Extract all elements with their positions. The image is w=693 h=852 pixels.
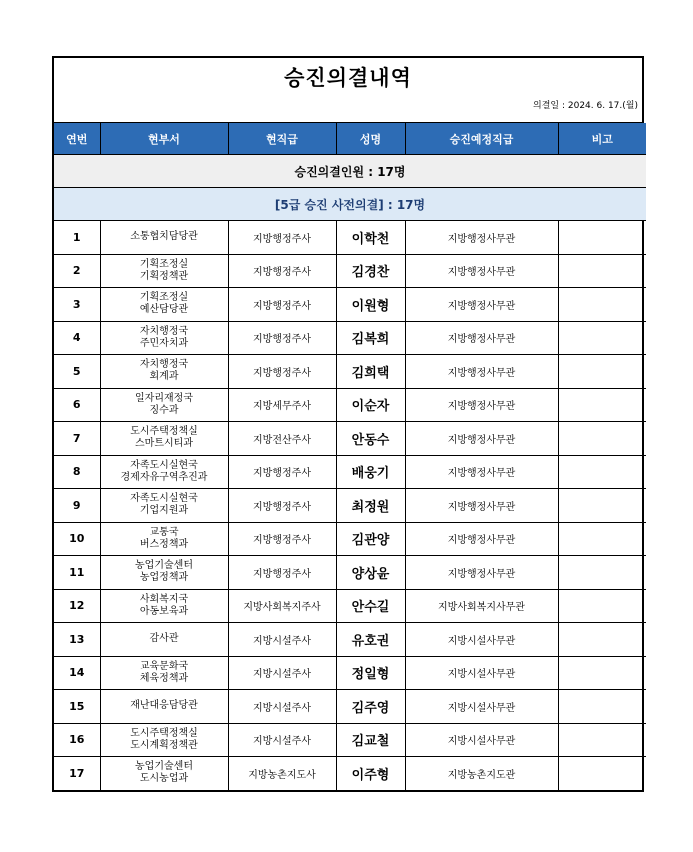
dept-line-2: 예산담당관 — [139, 304, 189, 316]
cell-name: 안수길 — [336, 589, 405, 623]
cell-no: 1 — [54, 221, 100, 255]
cell-target: 지방행정사무관 — [405, 422, 558, 456]
dept-line-1: 농업기술센터 — [135, 560, 193, 572]
dept-line-1: 사회복지국 — [139, 593, 189, 605]
cell-target: 지방농촌지도관 — [405, 757, 558, 790]
cell-target: 지방행정사무관 — [405, 254, 558, 288]
cell-dept — [100, 321, 228, 355]
cell-dept — [100, 656, 228, 690]
dept-line-2: 회계과 — [149, 371, 179, 383]
dept-line-2: 아동보육과 — [139, 605, 189, 617]
subsection-text: [5급 승진 사전의결] : 17명 — [54, 188, 646, 221]
dept-line-2: 기획정책관 — [139, 270, 189, 282]
cell-target: 지방행정사무관 — [405, 556, 558, 590]
cell-rank: 지방행정주사 — [228, 321, 336, 355]
cell-target: 지방행정사무관 — [405, 321, 558, 355]
dept-line-1: 감사관 — [149, 633, 179, 645]
dept-line-1: 교통국 — [149, 526, 179, 538]
table-header-row — [54, 123, 646, 155]
cell-name: 안동수 — [336, 422, 405, 456]
table-row — [54, 455, 646, 489]
cell-note — [558, 723, 646, 757]
summary-text: 승진의결인원 : 17명 — [54, 155, 646, 188]
cell-rank: 지방전산주사 — [228, 422, 336, 456]
subsection-row — [54, 188, 646, 221]
cell-note — [558, 623, 646, 657]
table-row — [54, 321, 646, 355]
dept-line-1: 자치행정국 — [139, 359, 189, 371]
cell-target: 지방행정사무관 — [405, 489, 558, 523]
dept-line-2: 도시계획정책관 — [130, 739, 198, 751]
cell-no: 9 — [54, 489, 100, 523]
dept-line-2: 주민자치과 — [139, 337, 189, 349]
cell-name: 김희택 — [336, 355, 405, 389]
header-no: 연번 — [54, 123, 100, 155]
cell-rank: 지방농촌지도사 — [228, 757, 336, 790]
table-row — [54, 522, 646, 556]
cell-name: 김관양 — [336, 522, 405, 556]
table-row — [54, 757, 646, 790]
promotion-table — [54, 123, 646, 790]
dept-line-2: 경제자유구역추진과 — [120, 471, 208, 483]
cell-no: 5 — [54, 355, 100, 389]
decision-date: 의결일 : 2024. 6. 17.(월) — [533, 101, 638, 111]
cell-name: 유호권 — [336, 623, 405, 657]
page-title: 승진의결내역 — [284, 66, 412, 90]
cell-no: 11 — [54, 556, 100, 590]
cell-note — [558, 522, 646, 556]
cell-name: 이학천 — [336, 221, 405, 255]
cell-rank: 지방사회복지주사 — [228, 589, 336, 623]
cell-note — [558, 589, 646, 623]
cell-no: 2 — [54, 254, 100, 288]
dept-line-1: 도시주택정책실 — [130, 426, 198, 438]
cell-target: 지방시설사무관 — [405, 623, 558, 657]
table-row — [54, 489, 646, 523]
cell-no: 15 — [54, 690, 100, 724]
cell-name: 양상윤 — [336, 556, 405, 590]
cell-no: 3 — [54, 288, 100, 322]
table-row — [54, 422, 646, 456]
dept-line-1: 자치행정국 — [139, 325, 189, 337]
cell-note — [558, 355, 646, 389]
cell-dept — [100, 388, 228, 422]
cell-note — [558, 656, 646, 690]
dept-line-1: 농업기술센터 — [135, 761, 193, 773]
dept-line-2: 징수과 — [149, 404, 179, 416]
cell-target: 지방행정사무관 — [405, 355, 558, 389]
cell-dept — [100, 690, 228, 724]
summary-row — [54, 155, 646, 188]
table-row — [54, 589, 646, 623]
cell-target: 지방행정사무관 — [405, 221, 558, 255]
dept-line-2: 스마트시티과 — [135, 438, 193, 450]
cell-name: 김경찬 — [336, 254, 405, 288]
dept-line-1: 기획조정실 — [139, 258, 189, 270]
cell-name: 이원형 — [336, 288, 405, 322]
table-row — [54, 556, 646, 590]
cell-rank: 지방행정주사 — [228, 556, 336, 590]
cell-rank: 지방행정주사 — [228, 355, 336, 389]
cell-dept — [100, 221, 228, 255]
header-target: 승진예정직급 — [405, 123, 558, 155]
cell-rank: 지방행정주사 — [228, 254, 336, 288]
cell-no: 6 — [54, 388, 100, 422]
cell-no: 7 — [54, 422, 100, 456]
cell-dept — [100, 288, 228, 322]
cell-dept — [100, 355, 228, 389]
dept-line-1: 자족도시실현국 — [130, 459, 198, 471]
cell-note — [558, 455, 646, 489]
dept-line-1: 기획조정실 — [139, 292, 189, 304]
dept-line-1: 교육문화국 — [139, 660, 189, 672]
cell-dept — [100, 623, 228, 657]
table-row — [54, 623, 646, 657]
table-row — [54, 355, 646, 389]
dept-line-1: 자족도시실현국 — [130, 493, 198, 505]
cell-no: 16 — [54, 723, 100, 757]
cell-name: 이순자 — [336, 388, 405, 422]
cell-dept — [100, 522, 228, 556]
cell-no: 17 — [54, 757, 100, 790]
cell-name: 이주형 — [336, 757, 405, 790]
cell-dept — [100, 422, 228, 456]
cell-name: 정일형 — [336, 656, 405, 690]
table-row — [54, 723, 646, 757]
cell-note — [558, 388, 646, 422]
cell-name: 김복희 — [336, 321, 405, 355]
cell-note — [558, 422, 646, 456]
header-name: 성명 — [336, 123, 405, 155]
table-row — [54, 388, 646, 422]
dept-line-2: 체육정책과 — [139, 672, 189, 684]
header-rank: 현직급 — [228, 123, 336, 155]
dept-line-2: 농업정책과 — [139, 572, 189, 584]
cell-target: 지방시설사무관 — [405, 723, 558, 757]
cell-rank: 지방행정주사 — [228, 221, 336, 255]
header-dept: 현부서 — [100, 123, 228, 155]
cell-name: 김주영 — [336, 690, 405, 724]
cell-target: 지방행정사무관 — [405, 455, 558, 489]
cell-rank: 지방시설주사 — [228, 623, 336, 657]
table-row — [54, 288, 646, 322]
cell-target: 지방행정사무관 — [405, 522, 558, 556]
cell-dept — [100, 455, 228, 489]
cell-note — [558, 489, 646, 523]
cell-dept — [100, 556, 228, 590]
cell-target: 지방사회복지사무관 — [405, 589, 558, 623]
cell-target: 지방행정사무관 — [405, 288, 558, 322]
cell-no: 4 — [54, 321, 100, 355]
cell-name: 최정원 — [336, 489, 405, 523]
cell-no: 14 — [54, 656, 100, 690]
table-row — [54, 254, 646, 288]
cell-target: 지방시설사무관 — [405, 690, 558, 724]
dept-line-2: 기업지원과 — [139, 505, 189, 517]
cell-rank: 지방세무주사 — [228, 388, 336, 422]
cell-note — [558, 321, 646, 355]
cell-rank: 지방행정주사 — [228, 288, 336, 322]
cell-rank: 지방행정주사 — [228, 455, 336, 489]
promotion-document — [52, 56, 644, 792]
cell-no: 13 — [54, 623, 100, 657]
dept-line-1: 일자리재정국 — [135, 392, 193, 404]
dept-line-1: 재난대응담당관 — [130, 700, 198, 712]
cell-name: 김교철 — [336, 723, 405, 757]
cell-note — [558, 757, 646, 790]
cell-rank: 지방시설주사 — [228, 690, 336, 724]
cell-note — [558, 690, 646, 724]
cell-rank: 지방시설주사 — [228, 723, 336, 757]
cell-no: 8 — [54, 455, 100, 489]
cell-note — [558, 288, 646, 322]
cell-dept — [100, 757, 228, 790]
cell-no: 10 — [54, 522, 100, 556]
cell-dept — [100, 589, 228, 623]
dept-line-1: 소통협치담당관 — [130, 231, 198, 243]
cell-no: 12 — [54, 589, 100, 623]
dept-line-2: 도시농업과 — [139, 773, 189, 785]
cell-note — [558, 254, 646, 288]
cell-note — [558, 221, 646, 255]
cell-rank: 지방시설주사 — [228, 656, 336, 690]
dept-line-2: 버스정책과 — [139, 538, 189, 550]
header-note: 비고 — [558, 123, 646, 155]
cell-dept — [100, 489, 228, 523]
dept-line-1: 도시주택정책실 — [130, 727, 198, 739]
table-row — [54, 690, 646, 724]
cell-note — [558, 556, 646, 590]
table-row — [54, 221, 646, 255]
table-row — [54, 656, 646, 690]
cell-target: 지방행정사무관 — [405, 388, 558, 422]
cell-target: 지방시설사무관 — [405, 656, 558, 690]
title-area — [54, 58, 642, 123]
cell-dept — [100, 254, 228, 288]
cell-rank: 지방행정주사 — [228, 522, 336, 556]
cell-rank: 지방행정주사 — [228, 489, 336, 523]
cell-dept — [100, 723, 228, 757]
cell-name: 배웅기 — [336, 455, 405, 489]
